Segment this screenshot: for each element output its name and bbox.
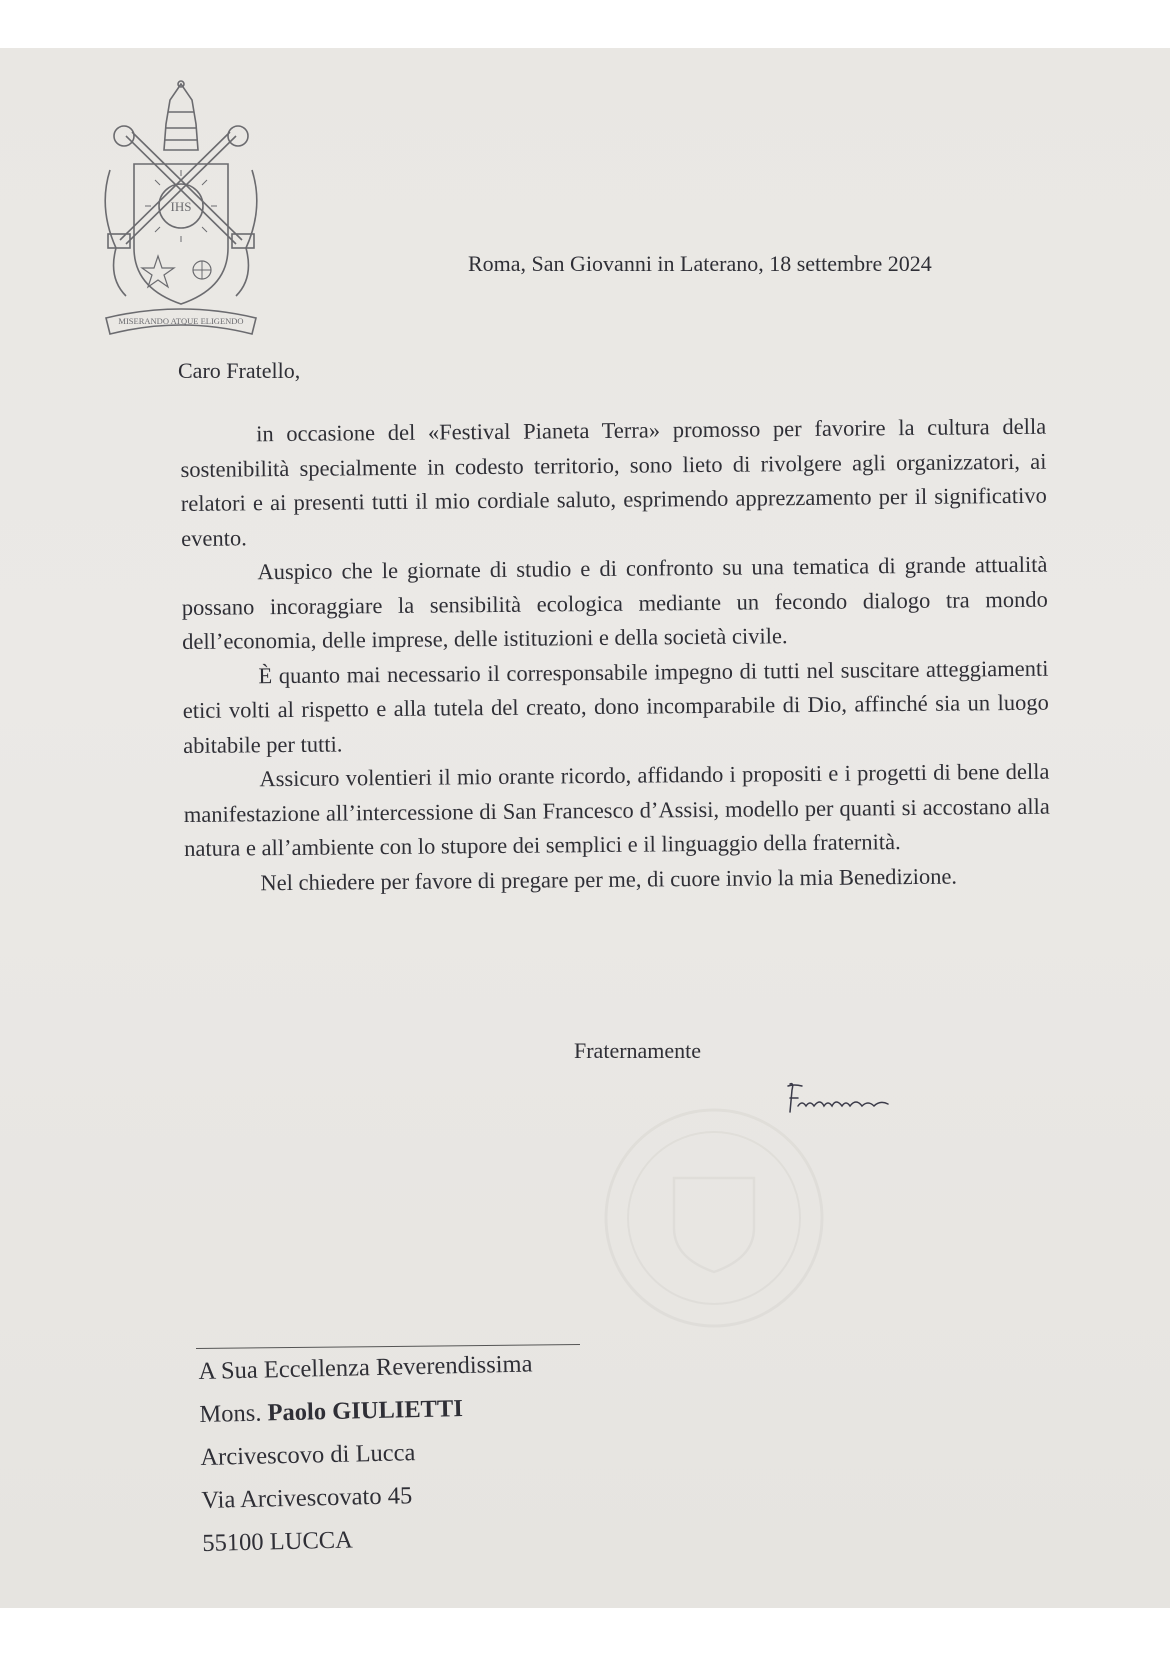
recipient-name: Paolo GIULIETTI <box>267 1395 464 1427</box>
paragraph-1: in occasione del «Festival Pianeta Terra» promosso per favorire la cultura della sostenibilità specialmente in codesto territorio, sono lieto di rivolgere agli organizzatori, ai relatori e ai presenti tutti il mio cordiale saluto, esprimendo apprezzamento per il significativo evento. <box>180 413 1047 551</box>
paragraph-5: Nel chiedere per favore di pregare per me, di cuore invio la mia Benedizione. <box>260 863 958 895</box>
closing: Fraternamente <box>574 1038 702 1063</box>
paragraph-2: Auspico che le giornate di studio e di confronto su una tematica di grande attualità possano incoraggiare la sensibilità ecologica mediante un fecondo dialogo tra mondo dell’economia, delle imprese, delle istituzioni e della società civile. <box>181 551 1048 654</box>
paragraph-3: È quanto mai necessario il corresponsabile impegno di tutti nel suscitare atteggiamenti etici volti al rispetto e alla tutela del creato, dono incomparabile di Dio, affinché sia un luogo abitabile per tutti. <box>182 655 1049 758</box>
address-line-1: A Sua Eccellenza Reverendissima <box>198 1350 533 1385</box>
address-line-4: Via Arcivescovato 45 <box>201 1482 413 1514</box>
crest-motto: MISERANDO ATQUE ELIGENDO <box>118 316 244 326</box>
place-and-date: Roma, San Giovanni in Laterano, 18 settembre 2024 <box>468 251 932 276</box>
salutation: Caro Fratello, <box>178 358 301 383</box>
embossed-seal <box>584 1098 844 1338</box>
recipient-address <box>198 1342 537 1565</box>
papal-coat-of-arms <box>86 78 276 350</box>
paragraph-4: Assicuro volentieri il mio orante ricordo, affidando i propositi e i progetti di bene della manifestazione all’intercessione di San Francesco d’Assisi, modello per quanti si accostano alla natura e all’ambiente con lo stupore dei semplici e il linguaggio della fraternità. <box>183 758 1050 861</box>
svg-text:IHS: IHS <box>170 199 192 214</box>
title-prefix: Mons. <box>199 1399 262 1428</box>
letter-paper <box>0 48 1170 1608</box>
letter-body <box>180 410 1051 901</box>
address-line-3: Arcivescovo di Lucca <box>200 1439 416 1471</box>
address-line-2 <box>199 1385 534 1436</box>
address-line-5: 55100 LUCCA <box>202 1526 354 1557</box>
